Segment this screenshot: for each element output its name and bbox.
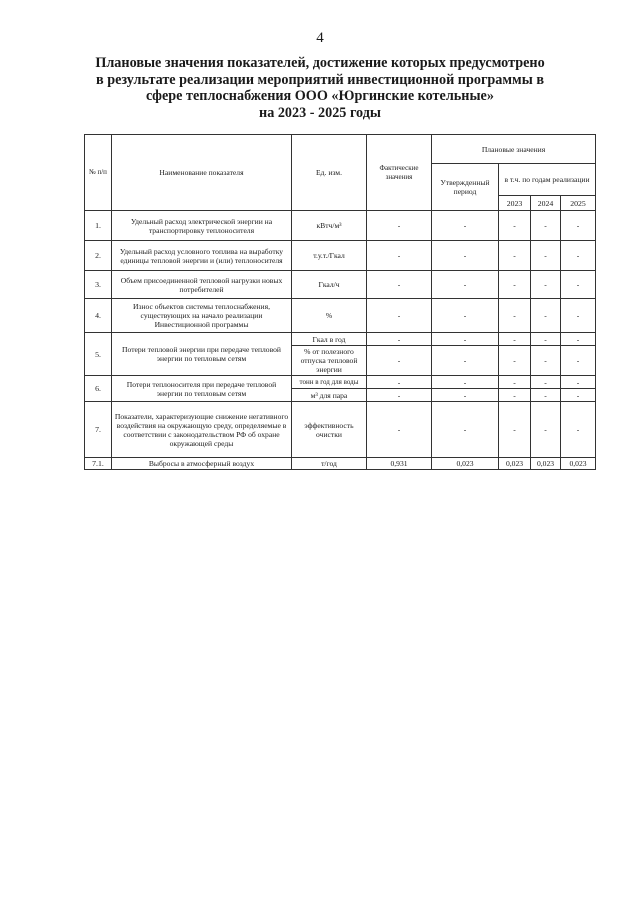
header-actual: Фактические значения (367, 135, 432, 211)
header-by-years: в т.ч. по годам реализации (499, 164, 596, 196)
header-approved-period: Утвержденный период (432, 164, 499, 211)
header-year-2024: 2024 (531, 196, 561, 211)
row-unit: м³ для пара (292, 389, 367, 402)
row-actual: 0,931 (367, 458, 432, 470)
row-num: 3. (85, 271, 112, 299)
table-row (85, 241, 596, 271)
title-line-2: в результате реализации мероприятий инвестиционной программы в (96, 71, 544, 88)
row-2024: - (531, 346, 561, 376)
row-approved: - (432, 299, 499, 333)
row-2023: - (499, 402, 531, 458)
row-approved: - (432, 402, 499, 458)
row-name: Износ объектов системы теплоснабжения, существующих на начало реализации Инвестиционной программы (112, 299, 292, 333)
row-approved: - (432, 333, 499, 346)
row-2024: - (531, 299, 561, 333)
row-actual: - (367, 299, 432, 333)
table-header-row (85, 135, 596, 164)
document-title (90, 55, 550, 121)
row-name: Удельный расход условного топлива на выработку единицы тепловой энергии и (или) теплоносителя (112, 241, 292, 271)
row-approved: 0,023 (432, 458, 499, 470)
row-name: Потери тепловой энергии при передаче тепловой энергии по тепловым сетям (112, 333, 292, 376)
row-2024: - (531, 402, 561, 458)
row-2023: - (499, 211, 531, 241)
row-unit: % (292, 299, 367, 333)
row-name: Показатели, характеризующие снижение негативного воздействия на окружающую среду, определяемые в соответствии с законодательством РФ об охране окружающей среды (112, 402, 292, 458)
row-2025: - (561, 333, 596, 346)
header-planned: Плановые значения (432, 135, 596, 164)
table-row (85, 271, 596, 299)
row-2023: - (499, 241, 531, 271)
row-2025: - (561, 299, 596, 333)
header-name: Наименование показателя (112, 135, 292, 211)
table-row (85, 402, 596, 458)
title-line-3: сфере теплоснабжения ООО «Юргинские котельные» (146, 88, 494, 104)
row-num: 4. (85, 299, 112, 333)
row-name: Выбросы в атмосферный воздух (112, 458, 292, 470)
row-2024: - (531, 333, 561, 346)
row-approved: - (432, 271, 499, 299)
row-2024: - (531, 211, 561, 241)
row-actual: - (367, 333, 432, 346)
row-2024: - (531, 376, 561, 389)
row-2023: - (499, 376, 531, 389)
row-approved: - (432, 211, 499, 241)
row-actual: - (367, 211, 432, 241)
row-2023: - (499, 346, 531, 376)
table-row (85, 376, 596, 389)
row-2025: - (561, 346, 596, 376)
row-2023: - (499, 333, 531, 346)
row-unit: кВтч/м³ (292, 211, 367, 241)
header-unit: Ед. изм. (292, 135, 367, 211)
page-number: 4 (316, 30, 324, 46)
row-unit: т/год (292, 458, 367, 470)
row-2025: - (561, 271, 596, 299)
row-2024: - (531, 271, 561, 299)
row-approved: - (432, 376, 499, 389)
row-num: 1. (85, 211, 112, 241)
row-actual: - (367, 402, 432, 458)
row-2025: - (561, 389, 596, 402)
row-2025: - (561, 241, 596, 271)
header-num: № п/п (85, 135, 112, 211)
row-2024: - (531, 241, 561, 271)
row-actual: - (367, 376, 432, 389)
table-row (85, 299, 596, 333)
row-unit: тонн в год для воды (292, 376, 367, 389)
row-num: 6. (85, 376, 112, 402)
header-year-2025: 2025 (561, 196, 596, 211)
row-approved: - (432, 346, 499, 376)
row-unit: эффективность очистки (292, 402, 367, 458)
row-2023: - (499, 389, 531, 402)
row-actual: - (367, 271, 432, 299)
table-row (85, 211, 596, 241)
row-2025: - (561, 376, 596, 389)
row-actual: - (367, 346, 432, 376)
row-2025: - (561, 402, 596, 458)
row-num: 7.1. (85, 458, 112, 470)
row-unit: т.у.т./Гкал (292, 241, 367, 271)
row-approved: - (432, 241, 499, 271)
row-num: 2. (85, 241, 112, 271)
row-num: 7. (85, 402, 112, 458)
row-actual: - (367, 241, 432, 271)
row-2025: - (561, 211, 596, 241)
row-actual: - (367, 389, 432, 402)
row-unit: Гкал/ч (292, 271, 367, 299)
title-line-4: на 2023 - 2025 годы (259, 104, 381, 121)
row-2023: - (499, 299, 531, 333)
row-name: Удельный расход электрической энергии на транспортировку теплоносителя (112, 211, 292, 241)
row-name: Объем присоединенной тепловой нагрузки новых потребителей (112, 271, 292, 299)
row-unit: Гкал в год (292, 333, 367, 346)
header-year-2023: 2023 (499, 196, 531, 211)
row-2024: - (531, 389, 561, 402)
row-2023: 0,023 (499, 458, 531, 470)
row-2025: 0,023 (561, 458, 596, 470)
row-2023: - (499, 271, 531, 299)
row-unit: % от полезного отпуска тепловой энергии (292, 346, 367, 376)
row-name: Потери теплоносителя при передаче тепловой энергии по тепловым сетям (112, 376, 292, 402)
title-line-1: Плановые значения показателей, достижение которых предусмотрено (95, 55, 545, 71)
indicators-table (84, 134, 596, 470)
row-2024: 0,023 (531, 458, 561, 470)
table-row (85, 458, 596, 470)
table-row (85, 333, 596, 346)
row-approved: - (432, 389, 499, 402)
row-num: 5. (85, 333, 112, 376)
